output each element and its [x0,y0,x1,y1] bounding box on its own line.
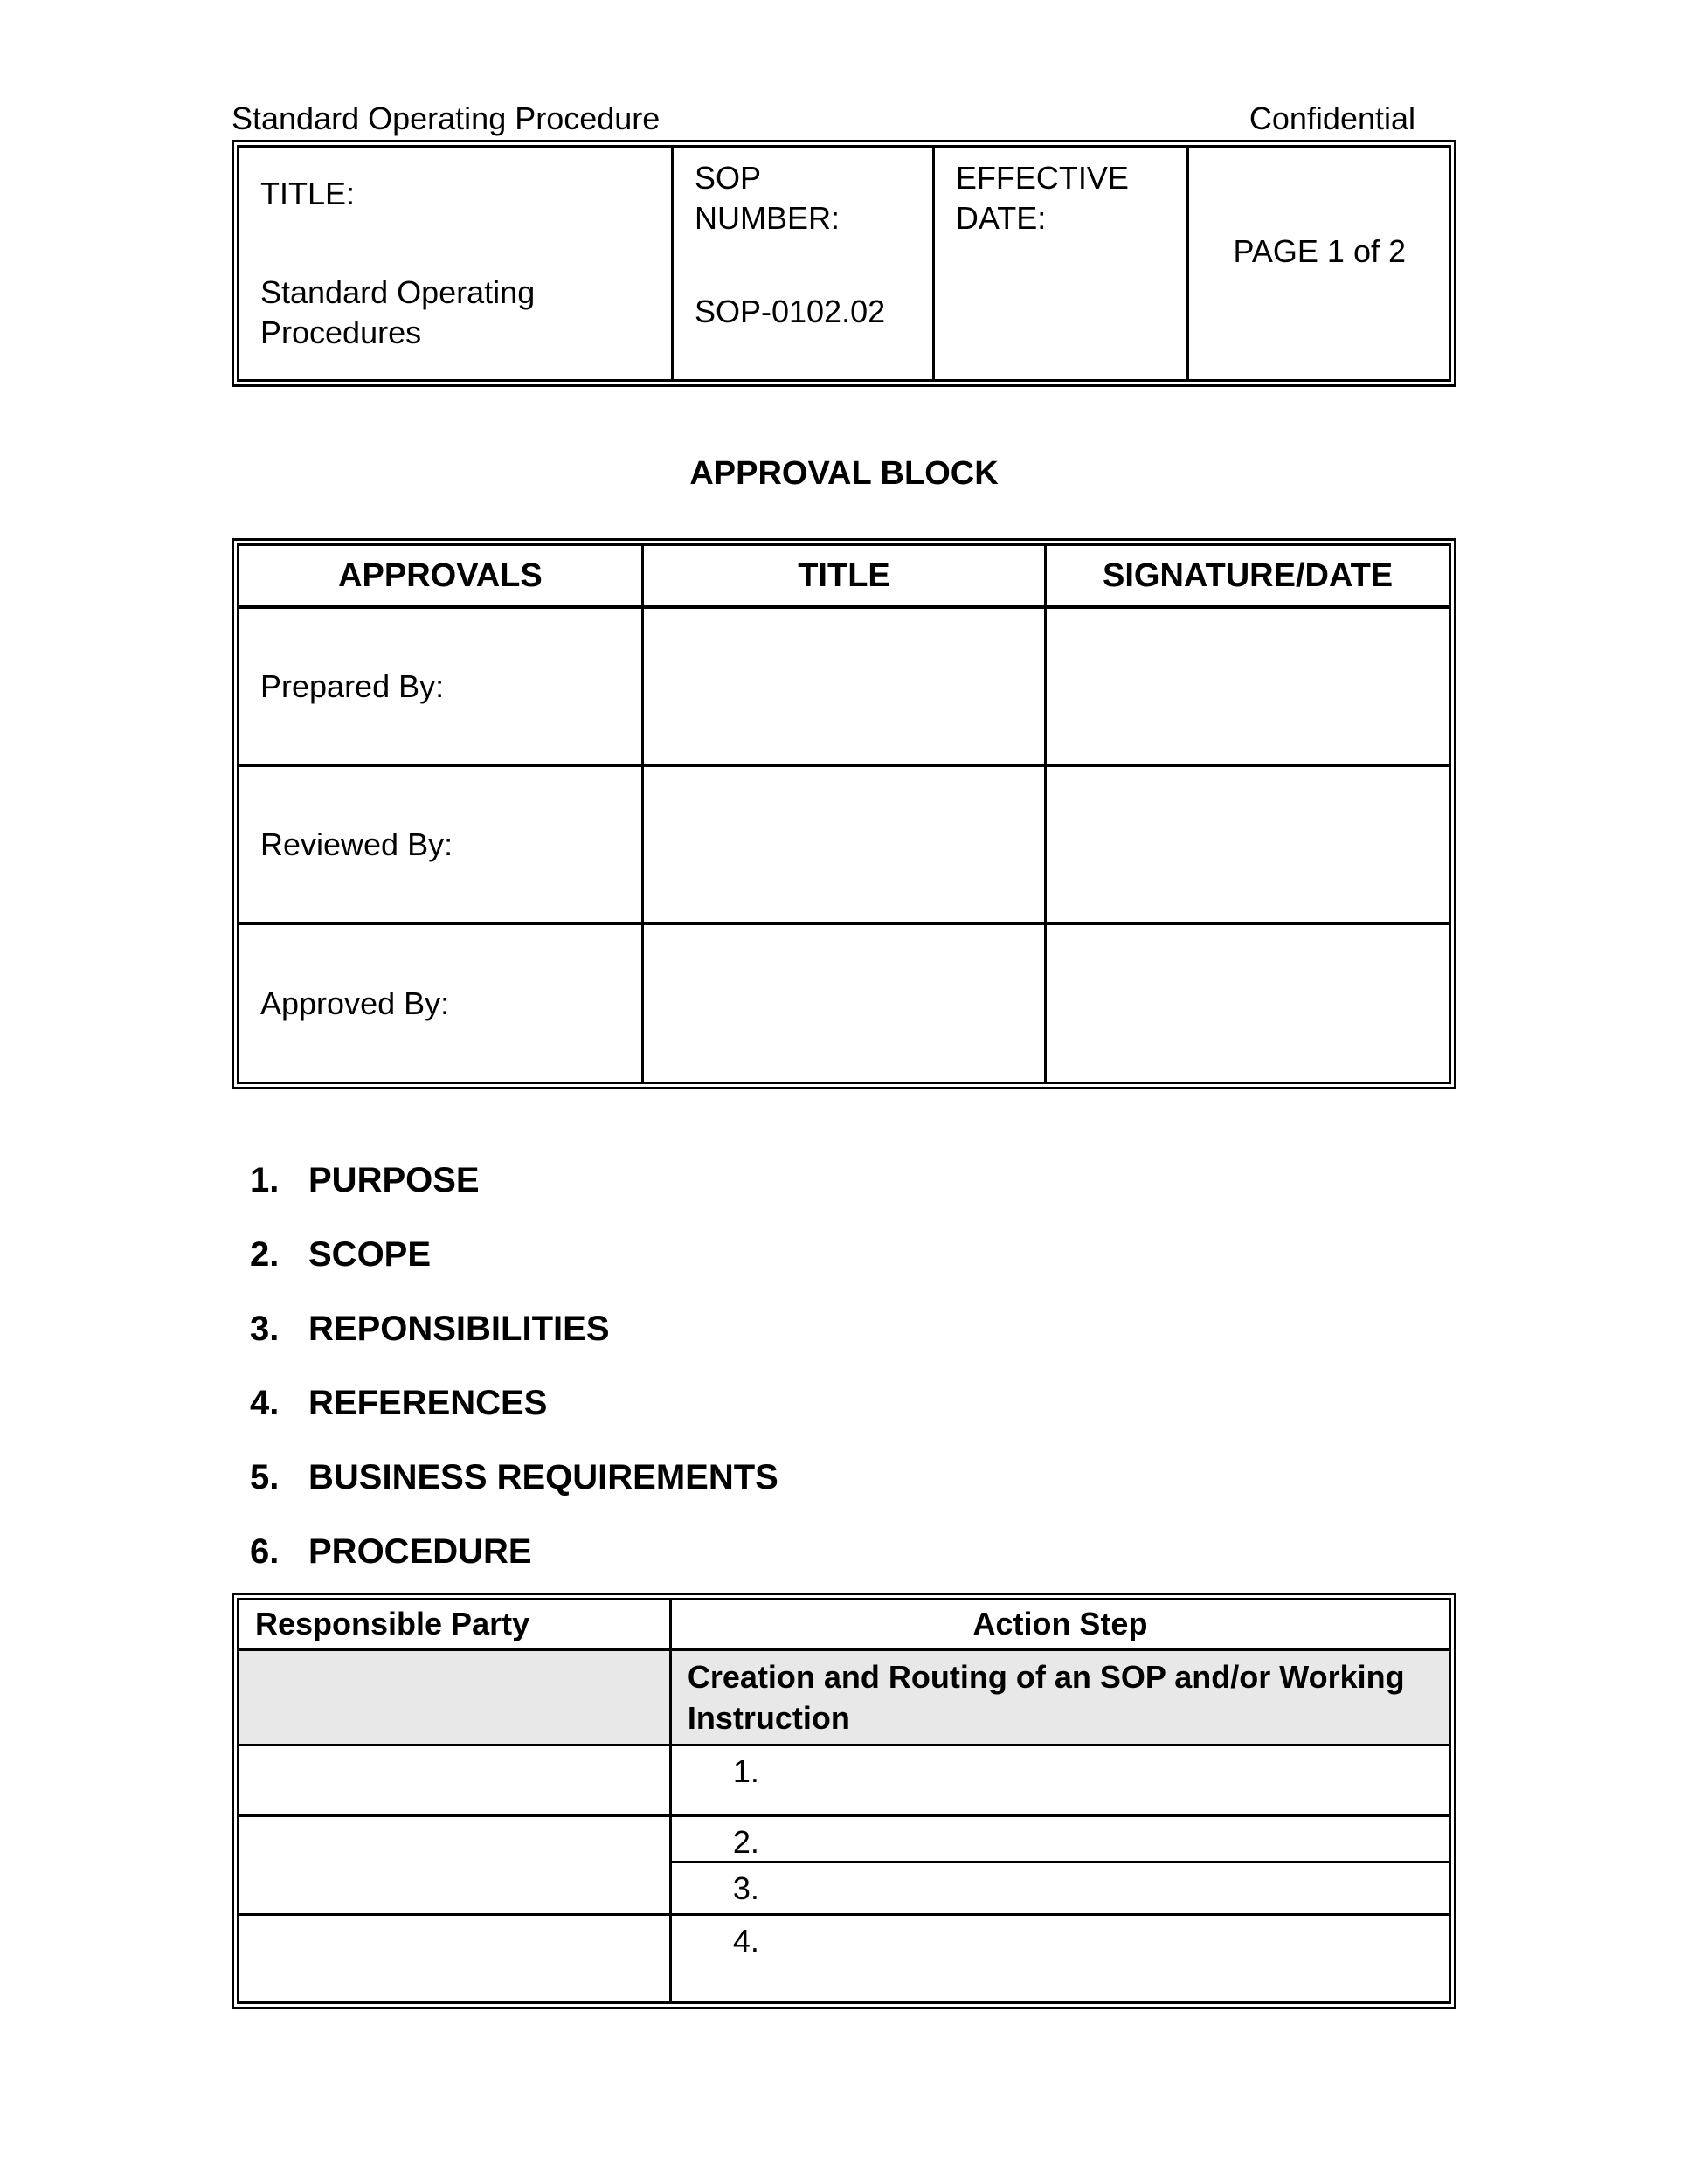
toc-item-label: REPONSIBILITIES [308,1310,610,1348]
title-label: TITLE: [260,176,356,211]
step-row [239,1914,1449,2001]
toc-item-label: PURPOSE [308,1161,480,1199]
step-number: 2. [670,1815,1449,1862]
prepared-by-title-cell [642,607,1045,765]
toc-item-business-requirements [250,1459,1456,1496]
step-number: 1. [670,1745,1449,1815]
step-number: 4. [732,1922,759,1959]
step-responsible-cell [239,1815,670,1914]
signature-date-column-header: SIGNATURE/DATE [1046,546,1449,607]
approved-by-label: Approved By: [239,923,642,1082]
approved-by-row [239,923,1449,1082]
step-number: 3. [670,1862,1449,1914]
procedure-block [232,1593,1456,2009]
toc-item-number: 3. [250,1310,280,1348]
toc-item-references [250,1385,1456,1421]
toc-item-label: BUSINESS REQUIREMENTS [308,1458,778,1496]
approval-block-heading: APPROVAL BLOCK [689,455,999,492]
prepared-by-row [239,607,1449,765]
page-header [232,98,1456,138]
reviewed-by-label: Reviewed By: [239,765,642,923]
procedure-header-row [239,1600,1449,1649]
toc-item-number: 1. [250,1161,280,1199]
section-list [232,1162,1456,1570]
title-value: Standard Operating Procedures [260,274,536,350]
title-block-row [239,148,1449,379]
approvals-block [232,538,1456,1089]
procedure-section-row [239,1649,1449,1745]
prepared-by-signature-cell [1046,607,1449,765]
toc-item-procedure [250,1533,1456,1570]
approved-by-title-cell [642,923,1045,1082]
confidential-label: Confidential [1249,100,1415,136]
step-row [239,1745,1449,1815]
toc-item-purpose [250,1162,1456,1199]
toc-item-label: PROCEDURE [308,1532,532,1571]
toc-item-number: 6. [250,1532,280,1571]
procedure-table [239,1600,1449,2001]
action-step-header: Action Step [670,1600,1449,1649]
section-header-cell: Creation and Routing of an SOP and/or Working Instruction [670,1649,1449,1745]
reviewed-by-signature-cell [1046,765,1449,923]
effective-date-cell [933,148,1187,379]
step-responsible-cell [239,1745,670,1815]
document-type-label: Standard Operating Procedure [232,100,661,136]
sop-number-value: SOP-0102.02 [694,294,886,329]
approved-by-signature-cell [1046,923,1449,1082]
responsible-party-header: Responsible Party [239,1600,670,1649]
reviewed-by-title-cell [642,765,1045,923]
page-indicator: PAGE 1 of 2 [1233,232,1406,269]
sop-number-cell [672,148,933,379]
page-indicator-cell [1187,148,1449,379]
toc-item-number: 4. [250,1384,280,1422]
title-column-header: TITLE [642,546,1045,607]
toc-item-label: SCOPE [308,1235,432,1274]
approvals-column-header: APPROVALS [239,546,642,607]
toc-item-label: REFERENCES [308,1384,548,1422]
step-responsible-cell [239,1914,670,2001]
toc-item-responsibilities [250,1310,1456,1347]
toc-item-number: 2. [250,1235,280,1274]
reviewed-by-row [239,765,1449,923]
toc-item-scope [250,1236,1456,1273]
effective-date-label: EFFECTIVE DATE: [955,160,1129,236]
title-block [232,140,1456,387]
section-responsible-cell [239,1649,670,1745]
title-cell [239,148,672,379]
prepared-by-label: Prepared By: [239,607,642,765]
toc-item-number: 5. [250,1458,280,1496]
title-block-table [239,148,1449,379]
approvals-header-row [239,546,1449,607]
approvals-table [239,546,1449,1082]
step-row [239,1815,1449,1862]
sop-number-label: SOP NUMBER: [694,160,840,236]
